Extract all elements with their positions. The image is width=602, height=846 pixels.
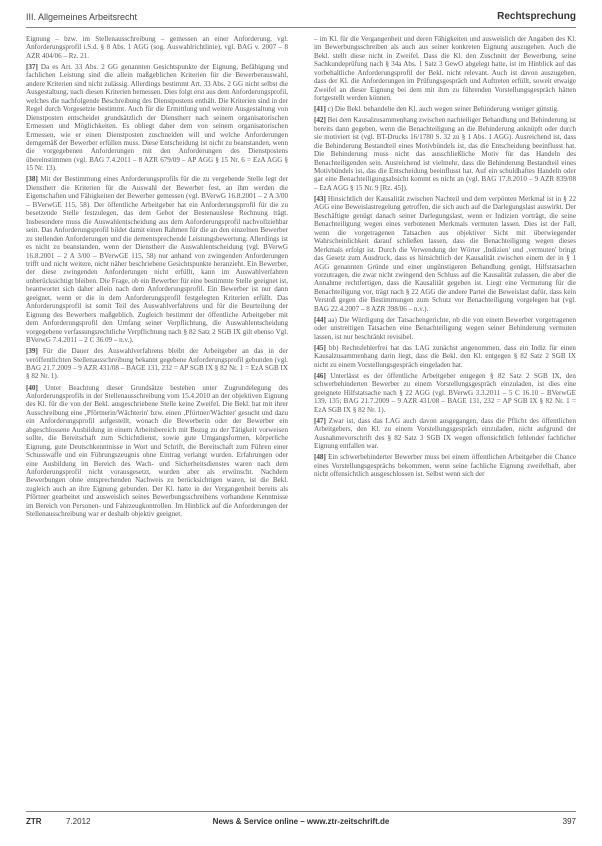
paragraph-text: Für die Dauer des Auswahlverfahrens bleibt der Arbeitgeber an das in der veröffentlichten Stellenausschreibung bekannt gegebene Anforderungsprofil gebunden (vgl. BAG 21.7.2009 – 9 AZR 431/08 – BAGE 131, 232 = AP SGB IX § 82 Nr. 1 = EzA SGB IX § 82 Nr. 1). bbox=[26, 347, 288, 381]
paragraph-number: [41] bbox=[314, 105, 326, 114]
paragraph-number: [40] bbox=[26, 383, 38, 392]
paragraph-text: – im Kl. für die Vergangenheit und deren Fähigkeiten und ausweislich der Angaben des Kl. im Bewerbungsschreiben als auch aus seiner konkreten Eignung auszugehen. Auch die Bekl. stellt diese nicht in Zweifel. Dass die Kl. den Zuschnitt der Bewerbung, seine Sachkundeprüfung nach § 34a Abs. 1 Satz 3 GewO abgelegt hatte, ist im Hinblick auf das vorbehaltliche Anforderungsprofil der Bekl. nicht relevant. Auch ist davon auszugehen, dass der Kl. die Anforderungen im Prüfungsgespräch und Auftreten erfüllt, soweit etwaige Zweifel an dieser Eignung bei dem mit ihm zu führenden Vorstellungsgespräch hätten fortgestellt werden können. bbox=[314, 35, 576, 103]
paragraph-text: Hinsichtlich der Kausalität zwischen Nachteil und dem verpönten Merkmal ist in § 22 AGG eine Beweislastregelung getroffen, die sich auch auf die Darlegungslast auswirkt. Der Beschäftigte genügt danach seiner Darlegungslast, wenn er Indizien vorträgt, die seine Benachteiligung wegen eines verbotenen Merkmals vermuten lassen. Dies ist der Fall, wenn die vorgetragenen Tatsachen aus objektiver Sicht mit überwiegender Wahrscheinlichkeit darauf schließen lassen, dass die Benachteiligung wegen dieses Merkmals erfolgt ist. Durch die Verwendung der Wörter ‚Indizien' und ‚vermuten' bringt das Gesetz zum Ausdruck, dass es hinsichtlich der Kausalität zwischen einem der in § 1 AGG genannten Gründe und einer ungünstigeren Behandlung genügt, Hilfstatsachen vorzutragen, die zwar nicht zwingend den Schluss auf die Kausalität zulassen, die aber die Annahme rechtfertigen, dass die Kausalität gegeben ist. Liegt eine Vermutung für die Benachteiligung vor, trägt nach § 22 AGG die andere Partei die Beweislast dafür, dass kein Verstoß gegen die Bestimmungen zum Schutz vor Benachteiligung vorgelegen hat (vgl. BAG 22.4.2007 – 8 AZR 398/06 – n.v.). bbox=[314, 194, 576, 313]
paragraph bbox=[314, 453, 576, 478]
paragraph-text: Mit der Bestimmung eines Anforderungsprofils für die zu vergebende Stelle legt der Dienstherr die Kriterien für die Auswahl der Bewerber fest, an ihm werden die Eigenschaften und Fähigkeiten der Bewerber gemessen (vgl. BVerwG 16.8.2001 – 2 A 3/00 – BVerwGE 115, 58). Der öffentliche Arbeitgeber hat ein Anforderungsprofil für die zu besetzende Stelle festzulegen, das dem Gebot der Bestenauslese Rechnung trägt. Insbesondere muss die Auswahlentscheidung aus dem Anforderungsprofil nachvollziehbar sein. Das Anforderungsprofil bildet damit einen Rahmen für die an den einzelnen Bewerber zu stellenden Anforderungen und die dementsprechende Leistungsbewertung. Allerdings ist es nicht zu beanstanden, wenn der Dienstherr die Auswahlentscheidung (vgl. BVerwG 16.8.2001 – 2 A 3/00 – BVerwGE 115, 58) nur anhand von zwingenden Anforderungen trifft und nicht weitere, nicht näher beschriebene Gesichtspunkte heranzieht. Ein Bewerber, der diese zwingenden Anforderungen nicht erfüllt, kann im Auswahlverfahren unberücksichtigt bleiben. Die Frage, ob ein Bewerber für eine bestimmte Stelle geeignet ist, beantwortet sich daher allein nach dem Anforderungsprofil. Ein Bewerber ist nur dann geeignet, wenn er die in dem Anforderungsprofil festgelegten Kriterien erfüllt. Das Anforderungsprofil ist somit Teil des Auswahlverfahrens und für die Beurteilung der Eignung des Bewerbers maßgeblich. Zugleich bestimmt der öffentliche Arbeitgeber mit dem Anforderungsprofil den Umfang seiner Verpflichtung, die Auswahlentscheidung vorgegebene verfassungsrechtliche Verpflichtung nach § 82 Satz 2 SGB IX gilt ebenso Vgl. BVerwG 7.4.2011 – 2 C 36.09 – n.v.). bbox=[26, 175, 288, 345]
paragraph bbox=[314, 116, 576, 192]
paragraph-text: aa) Die Würdigung der Tatsachengerichte, ob die von einem Bewerber vorgetragenen oder unstreitigen Tatsachen eine Benachteiligung wegen seiner Behinderung vermuten lassen, ist nur beschränkt revisibel. bbox=[314, 315, 576, 341]
paragraph-text: Unter Beachtung dieser Grundsätze bestehen unter Zugrundelegung des Anforderungsprofils in der Stellenausschreibung vom 15.4.2010 an der objektiven Eignung des Kl. für die von der Bekl. ausgeschriebene Stelle keine Zweifel. Die Bekl. hat mit ihrer Ausschreibung eine ‚Pförtnerin/Wächterin' bzw. einen ‚Pförtner/Wächter' gesucht und dazu ein Anforderungsprofil aufgestellt, wonach die Bewerberin oder der Bewerber ein abgeschlossene Ausbildung in einem Arbeitsbereich mit Bezug zu der Tätigkeit vorweisen sollte, die Bereitschaft zum Schichtdienst, sowie gute Umgangsformen, körperliche Eignung, gute Deutschkenntnisse in Wort und Schrift, die Bereitschaft zum Führen einer Schusswaffe und ein Führungszeugnis ohne Eintrag verlangt wurden. Erfahrungen oder eine Ausbildung im Bereich des Wach- und Sicherheitsdienstes waren nach dem Anforderungsprofil nicht vorausgesetzt, wurden aber als erwünscht. Nachdem Bewerbungen ohne entsprechenden Nachweis zu berücksichtigen waren, ist die Bekl. zugleich auch an ihre Eignung gebunden. Der Kl. hatte in der Vergangenheit bereits als Pförtner gearbeitet und ausweislich seines Bewerbungsschreibens vorhandene Kenntnisse im Bereich von Personen- und Fahrzeugkontrollen. Im Hinblick auf die Anforderungen der Stellenausschreibung war er deshalb objektiv geeignet. bbox=[26, 383, 288, 519]
paragraph-number: [42] bbox=[314, 116, 326, 125]
paragraph bbox=[26, 175, 288, 344]
paragraph bbox=[314, 316, 576, 341]
issue-number: 7.2012 bbox=[66, 817, 91, 826]
paragraph-number: [48] bbox=[314, 453, 326, 462]
paragraph bbox=[314, 372, 576, 414]
paragraph-number: [47] bbox=[314, 416, 326, 425]
paragraph-text: Ein schwerbehinderter Bewerber muss bei einem öffentlichen Arbeitgeber die Chance eines Vorstellungsgesprächs bekommen, wenn seine fachliche Eignung zweifelhaft, aber nicht offensichtlich ausgeschlossen ist. Selbst wenn sich der bbox=[314, 453, 576, 478]
paragraph-text: Zwar ist, dass das LAG auch davon ausgegangen, dass die Pflicht des öffentlichen Arbeitgebers, den Kl. zu einem Vorstellungsgespräch einzuladen, nicht aufgrund der Ausnahmevorschrift des § 82 Satz 3 SGB IX wegen offensichtlich fehlender fachlicher Eignung entfallen war. bbox=[314, 416, 576, 450]
paragraph bbox=[26, 63, 288, 173]
paragraph-number: [38] bbox=[26, 175, 38, 184]
paragraph-number: [43] bbox=[314, 194, 326, 203]
paragraph bbox=[26, 35, 288, 60]
left-column bbox=[26, 35, 288, 803]
footer-divider bbox=[26, 811, 576, 812]
rubric-label: Rechtsprechung bbox=[497, 11, 576, 22]
paragraph-text: bb) Rechtsfehlerfrei hat das LAG zunächst angenommen, dass ein Indiz für einen Kausalzusammenhang darin liegt, dass die Bekl. den Kl. entgegen § 82 Satz 2 SGB IX nicht zu einem Vorstellungsgespräch eingeladen hat. bbox=[314, 343, 576, 369]
header-divider bbox=[26, 27, 576, 28]
paragraph bbox=[26, 384, 288, 519]
page-number: 397 bbox=[562, 817, 576, 826]
paragraph-number: [39] bbox=[26, 347, 38, 356]
paragraph bbox=[314, 195, 576, 313]
footer-website-line: News & Service online – www.ztr-zeitschrift.de bbox=[212, 817, 390, 826]
paragraph-number: [45] bbox=[314, 343, 326, 352]
page-header bbox=[26, 12, 576, 28]
journal-name: ZTR bbox=[26, 817, 42, 826]
paragraph bbox=[314, 417, 576, 451]
paragraph-number: [44] bbox=[314, 315, 326, 324]
paragraph-number: [37] bbox=[26, 62, 38, 71]
paragraph bbox=[314, 105, 576, 113]
paragraph-text: Unterlässt es der öffentliche Arbeitgeber entgegen § 82 Satz 2 SGB IX, den schwerbehinderten Bewerber zu einem Vorstellungsgespräch einzuladen, ist dies eine geeignete Hilfstatsache nach § 22 AGG (vgl. BVerwG 3.3.2011 – 5 C 16.10 – BVerwGE 139, 135; BAG 21.7.2009 – 9 AZR 431/08 – BAGE 131, 232 = AP SGB IX § 82 Nr. 1 = EzA SGB IX § 82 Nr. 1). bbox=[314, 371, 576, 414]
paragraph-text: Bei dem Kausalzusammenhang zwischen nachteiliger Behandlung und Behinderung ist bereits dann gegeben, wenn die Benachteiligung an die Behinderung anknüpft oder durch sie motiviert ist (vgl. BT-Drucks 16/1780 S. 32 zu § 1 Abs. 1 AGG). Ausreichend ist, dass die Behinderung Bestandteil eines Motivbündels ist, das die Entscheidung beeinflusst hat. Die Behinderung muss nicht das ausschließliche Motiv für das Handeln des Benachteiligenden sein. Ausreichend ist vielmehr, dass die Behinderung Bestandteil eines Motivbündels ist, das die Entscheidung beeinflusst hat. Auf ein schuldhaftes Handeln oder gar eine Benachteiligungsabsicht kommt es nicht an (vgl. BAG 17.8.2010 – 9 AZR 839/08 – EzA AGG § 15 Nr. 9 [Rz. 45]). bbox=[314, 116, 576, 192]
paragraph-text: Eignung – bzw. im Stellenausschreibung – gemessen an einer Anforderung, vgl. Anforderungsprofil i.S.d. § 8 Abs. 1 AGG (sog. Auswahlrichtlinie), vgl. BAG v. 2007 – 8 AZR 404/06 – Rz. 21. bbox=[26, 35, 288, 60]
section-label: III. Allgemeines Arbeitsrecht bbox=[26, 12, 138, 22]
paragraph bbox=[26, 347, 288, 381]
paragraph-text: Da es Art. 33 Abs. 2 GG genannten Gesichtspunkte der Eignung, Befähigung und fachlichen Leistung sind die allein maßgeblichen Kriterien für die Bewerberauswahl, andere Kriterien sind nicht zulässig. Allerdings bestimmt Art. 33 Abs. 2 GG nicht selbst die Ausgestaltung, nach diesen Kriterien bemessen. Dies folgt erst aus dem Anforderungsprofil, welches die nachfolgende Beschreibung des Dienstpostens enthält. Die Kriterien sind in der Regel durch Vorgesetzte bestimmt. Auch für die Ermittlung und weitere Ausgestaltung von Dienstposten entscheidet grundsätzlich der Dienstherr nach seinem organisatorischen Ermessen und Möglichkeiten. Es obliegt daher dem von seinem organisatorischen Ermessen, wie er einen Dienstposten zuschneiden will und welche Anforderungen demgemäß der Bewerber erfüllen muss. Diese Entscheidung ist nicht zu beanstanden, wenn die vorgegebenen Anforderungen mit den Anforderungen des Dienstpostens übereinstimmen (vgl. BAG 7.4.2011 – 8 AZR 679/09 – AP AGG § 15 Nr. 6 = EzA AGG § 15 Nr. 13). bbox=[26, 62, 288, 173]
paragraph bbox=[314, 344, 576, 369]
right-column bbox=[314, 35, 576, 803]
page-footer bbox=[26, 817, 576, 831]
paragraph-text: c) Die Bekl. behandelte den Kl. auch wegen seiner Behinderung weniger günstig. bbox=[327, 105, 559, 114]
paragraph bbox=[314, 35, 576, 103]
paragraph-number: [46] bbox=[314, 371, 326, 380]
